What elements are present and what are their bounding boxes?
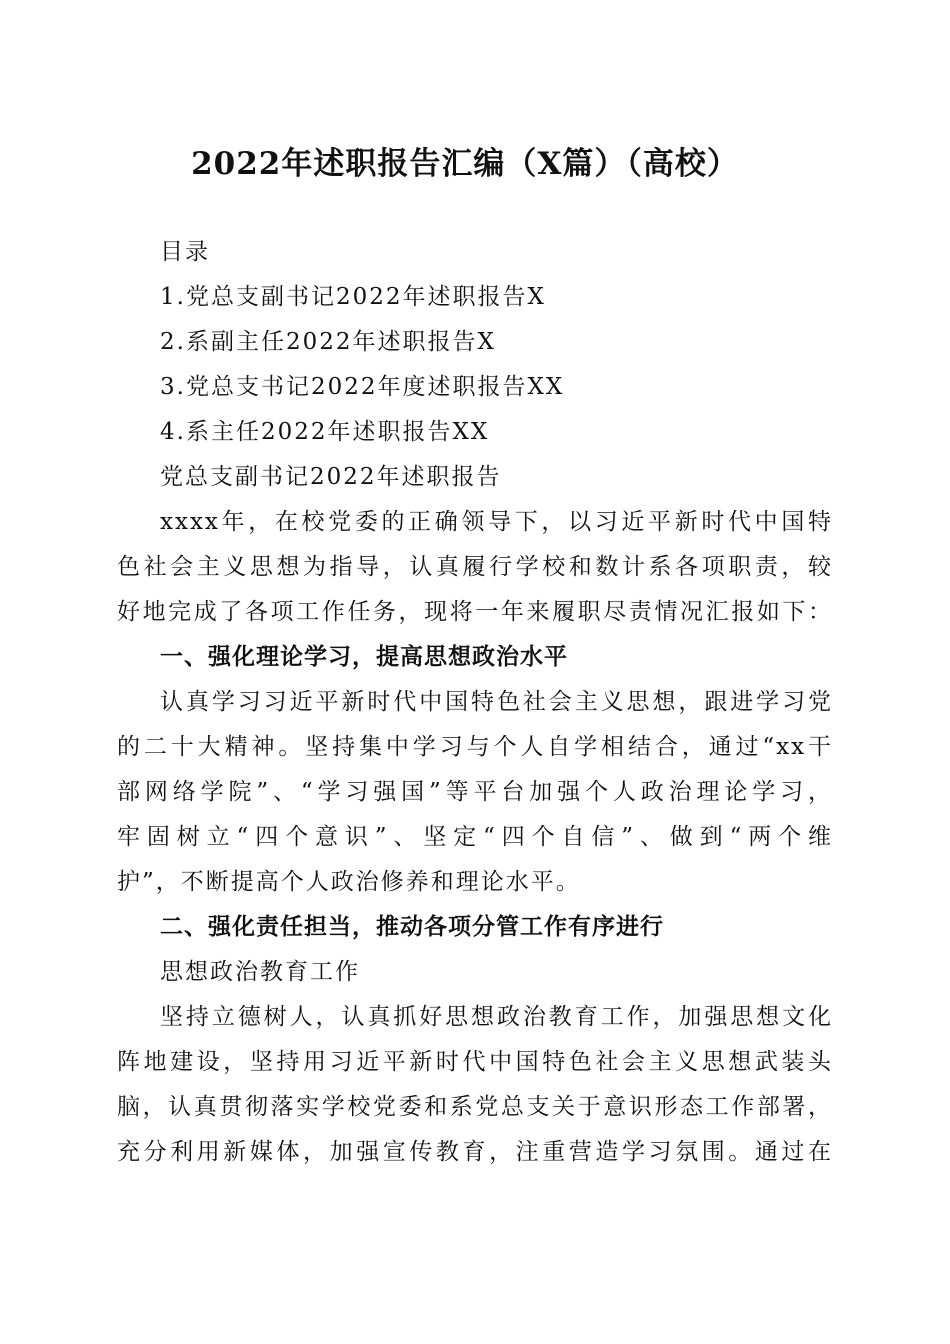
paragraph-line: 阵地建设，坚持用习近平新时代中国特色社会主义思想武装头 xyxy=(117,1049,833,1075)
paragraph-line: 部网络学院”、“学习强国”等平台加强个人政治理论学习， xyxy=(117,779,833,805)
paragraph-line: 坚持立德树人，认真抓好思想政治教育工作，加强思想文化 xyxy=(160,1004,833,1030)
document-title: 2022年述职报告汇编（X篇）（高校） xyxy=(191,146,739,182)
toc-item: 4.系主任2022年述职报告XX xyxy=(160,419,490,445)
paragraph-line: 的二十大精神。坚持集中学习与个人自学相结合，通过“xx干 xyxy=(117,734,833,760)
paragraph-line: xxxx年，在校党委的正确领导下，以习近平新时代中国特 xyxy=(160,509,833,535)
paragraph-line: 充分利用新媒体，加强宣传教育，注重营造学习氛围。通过在 xyxy=(117,1139,833,1165)
toc-item: 1.党总支副书记2022年述职报告X xyxy=(160,284,546,310)
paragraph-line: 好地完成了各项工作任务，现将一年来履职尽责情况汇报如下： xyxy=(117,599,833,625)
toc-label: 目录 xyxy=(160,239,210,265)
paragraph-line: 牢固树立“四个意识”、坚定“四个自信”、做到“两个维 xyxy=(117,824,833,850)
subsection-title: 思想政治教育工作 xyxy=(160,959,360,985)
toc-item: 2.系副主任2022年述职报告X xyxy=(160,329,496,355)
paragraph-line: 护”，不断提高个人政治修养和理论水平。 xyxy=(117,869,581,895)
section-heading: 二、强化责任担当，推动各项分管工作有序进行 xyxy=(160,914,664,940)
paragraph-line: 色社会主义思想为指导，认真履行学校和数计系各项职责，较 xyxy=(117,554,833,580)
toc-item: 3.党总支书记2022年度述职报告XX xyxy=(160,374,565,400)
paragraph-line: 脑，认真贯彻落实学校党委和系党总支关于意识形态工作部署， xyxy=(117,1094,833,1120)
paragraph-line: 认真学习习近平新时代中国特色社会主义思想，跟进学习党 xyxy=(160,689,833,715)
section-heading: 一、强化理论学习，提高思想政治水平 xyxy=(160,644,568,670)
article-title: 党总支副书记2022年述职报告 xyxy=(160,464,502,490)
